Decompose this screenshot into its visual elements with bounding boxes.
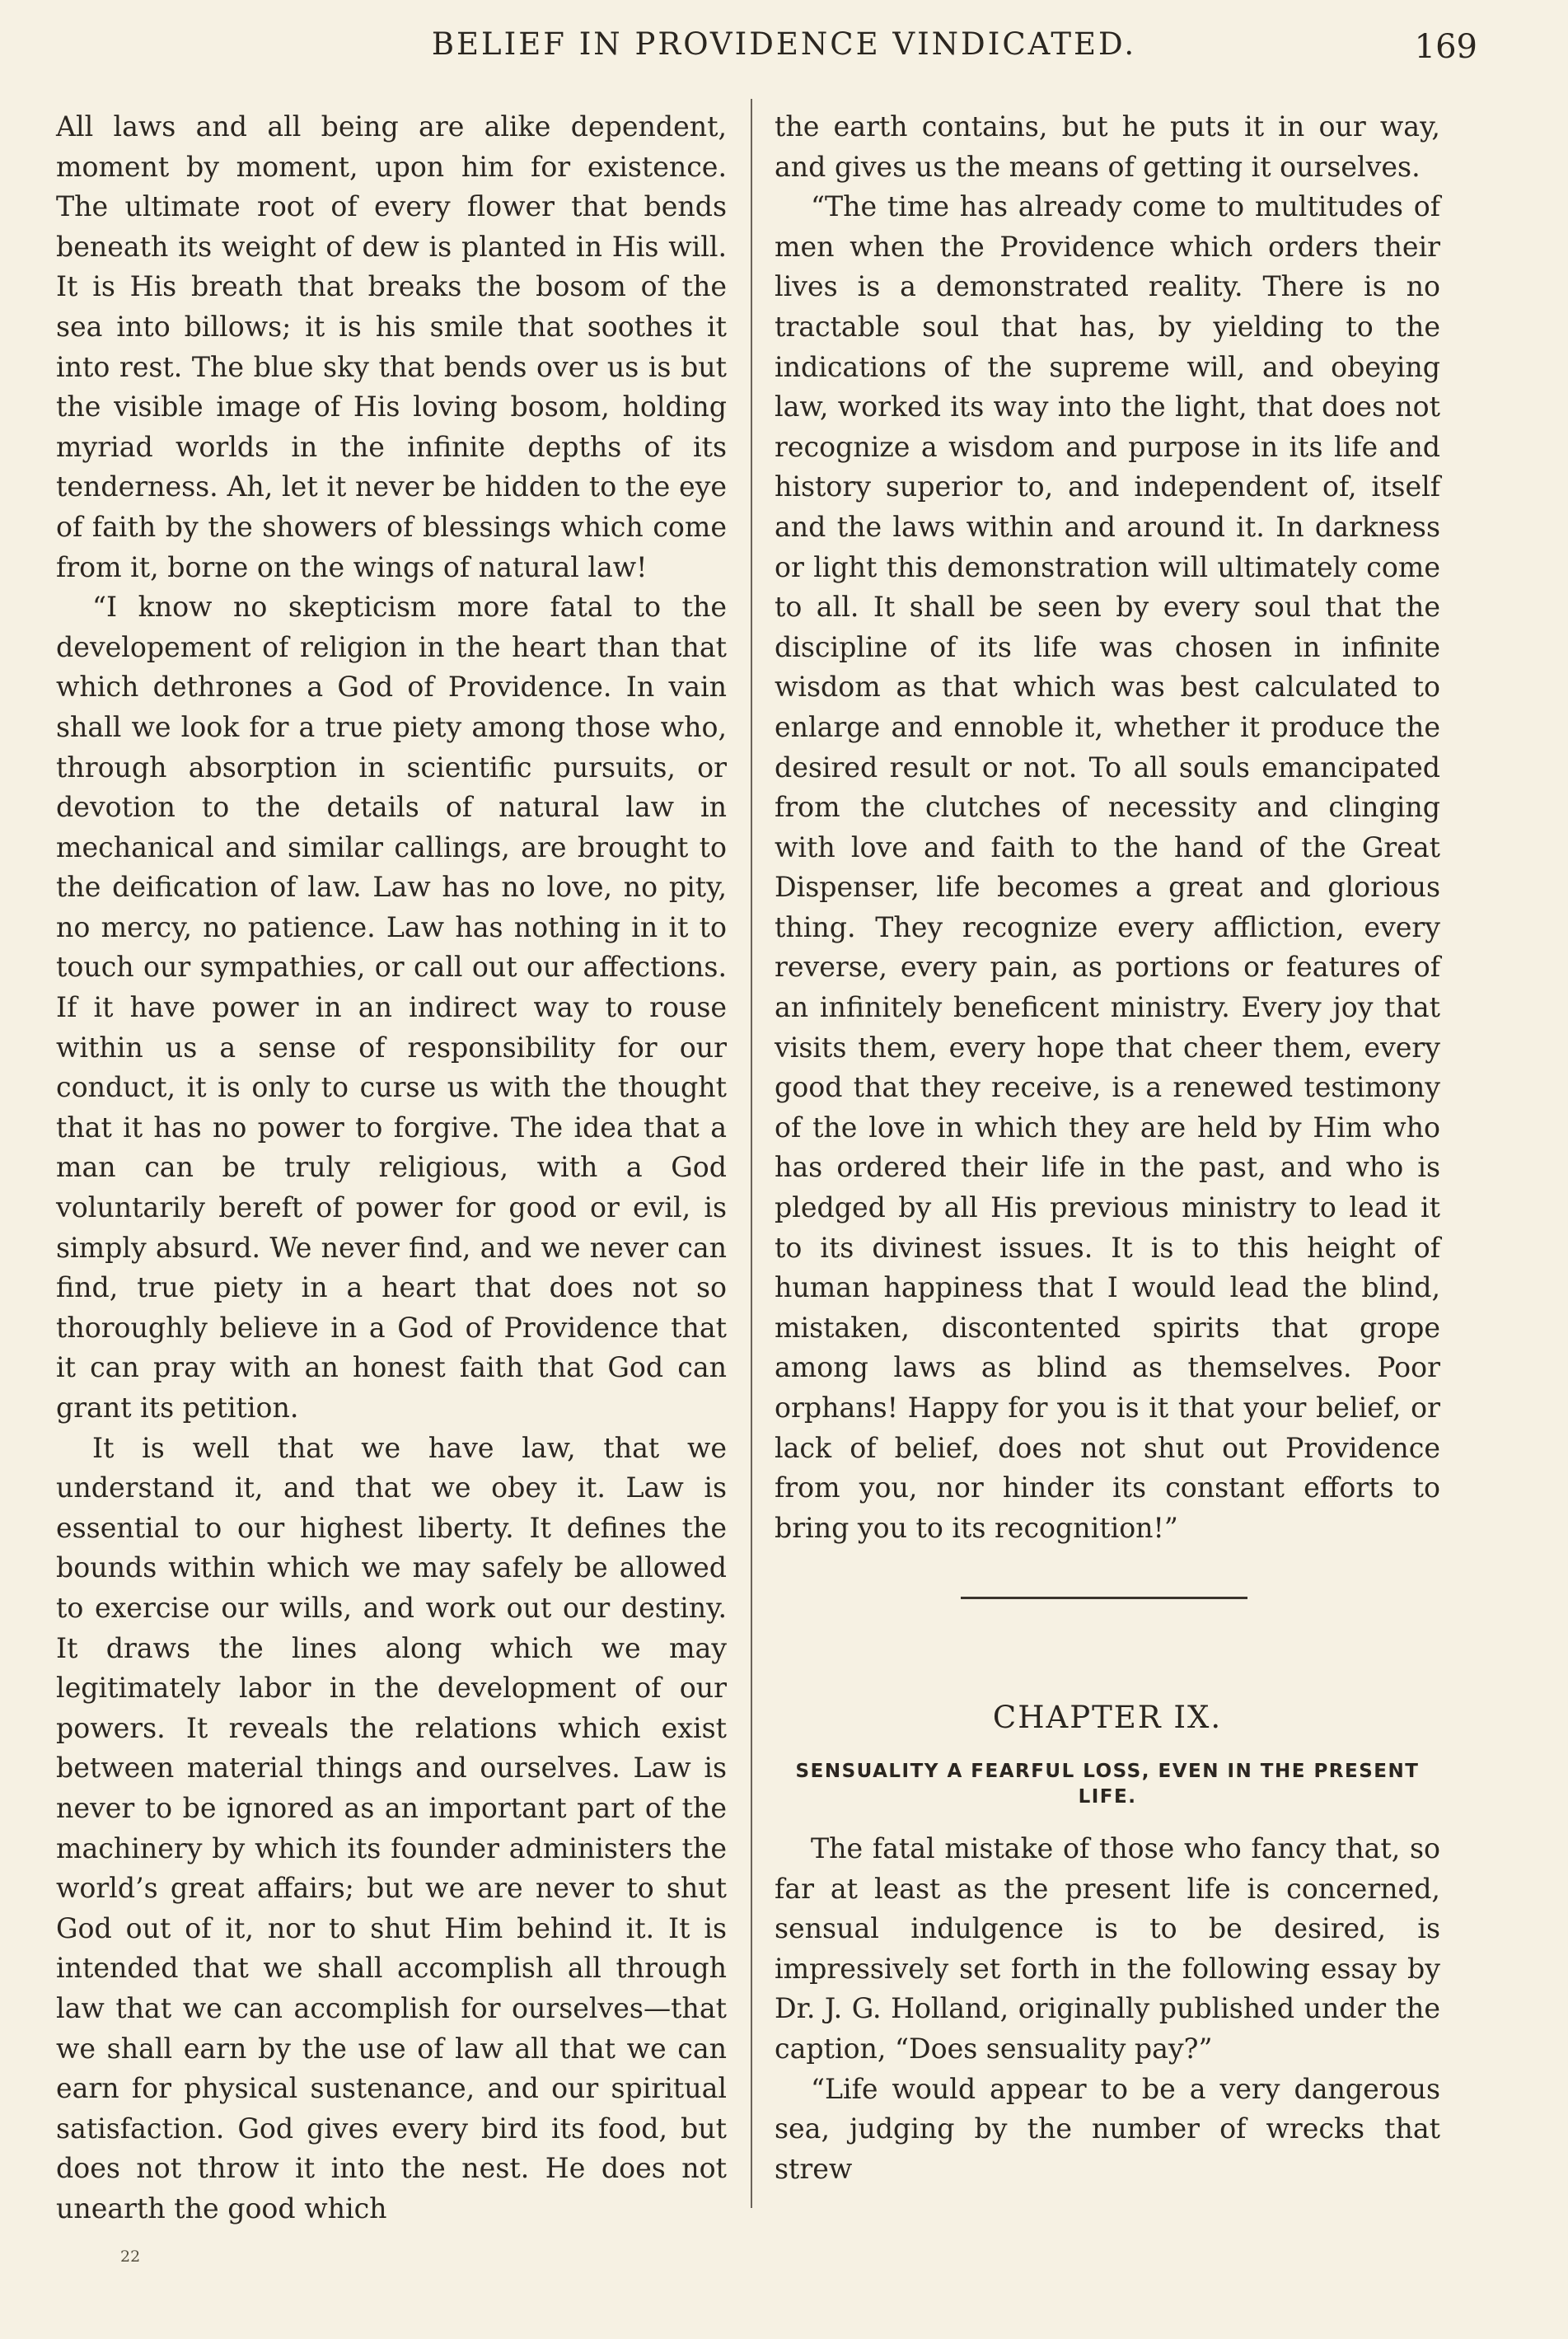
running-title: BELIEF IN PROVIDENCE VINDICATED. [431, 26, 1137, 62]
paragraph: It is well that we have law, that we understand it, and that we obey it. Law is essential to our highest liberty. It defines the bounds within which we may safely be allowed to exercise our wills, and work out our destiny. It draws the lines along which we may legitimately labor in the development of our powers. It reveals the relations which exist between material things and ourselves. Law is never to be ignored as an important part of the machinery by which its founder administers the world’s great affairs; but we are never to shut God out of it, nor to shut Him behind it. It is intended that we shall accomplish all through law that we can accomplish for ourselves—that we shall earn by the use of law all that we can earn for physical sustenance, and our spiritual satisfaction. God gives every bird its food, but does not throw it into the nest. He does not unearth the good which [56, 1431, 727, 2224]
paragraph: The fatal mistake of those who fancy that, so far at least as the present life is concerned, sensual indulgence is to be desired, is impressively set forth in the following essay by Dr. J. G. Holland, originally published under the caption, “Does sensuality pay?” [775, 1832, 1440, 2065]
chapter-subtitle: SENSUALITY A FEARFUL LOSS, EVEN IN THE PRESENT LIFE. [795, 1761, 1420, 1808]
paragraph: “Life would appear to be a very dangerous sea, judging by the number of wrecks that strew [775, 2072, 1440, 2185]
right-column [775, 107, 1440, 1548]
chapter-title: CHAPTER IX. [992, 1700, 1223, 1735]
paragraph: the earth contains, but he puts it in our way, and gives us the means of getting it ourselves. [775, 110, 1440, 183]
section-separator [961, 1597, 1247, 1599]
page-header [66, 26, 1502, 76]
paragraph: “I know no skepticism more fatal to the developement of religion in the heart than that which dethrones a God of Providence. In vain shall we look for a true piety among those who, through absorption in scientific pursuits, or devotion to the details of natural law in mechanical and similar callings, are brought to the deification of law. Law has no love, no pity, no mercy, no patience. Law has nothing in it to touch our sympathies, or call out our affections. If it have power in an indirect way to rouse within us a sense of responsibility for our conduct, it is only to curse us with the thought that it has no power to forgive. The idea that a man can be truly religious, with a God voluntarily bereft of power for good or evil, is simply absurd. We never find, and we never can find, true piety in a heart that does not so thoroughly believe in a God of Providence that it can pray with an honest faith that God can grant its petition. [56, 591, 727, 1424]
signature-mark: 22 [120, 2248, 141, 2266]
chapter-body [775, 1829, 1440, 2189]
paragraph: “The time has already come to multitudes of men when the Providence which orders their lives is a demonstrated reality. There is no tractable soul that has, by yielding to the indications of the supreme will, and obeying law, worked its way into the light, that does not recognize a wisdom and purpose in its life and history superior to, and independent of, itself and the laws within and around it. In darkness or light this demonstration will ultimately come to all. It shall be seen by every soul that the discipline of its life was chosen in infinite wisdom as that which was best calculated to enlarge and ennoble it, whether it produce the desired result or not. To all souls emancipated from the clutches of necessity and clinging with love and faith to the hand of the Great Dispenser, life becomes a great and glorious thing. They recognize every affliction, every reverse, every pain, as portions or features of an infinitely beneficent ministry. Every joy that visits them, every hope that cheer them, every good that they receive, is a renewed testimony of the love in which they are held by Him who has ordered their life in the past, and who is pledged by all His previous ministry to lead it to its divinest issues. It is to this height of human happiness that I would lead the blind, mistaken, discontented spirits that grope among laws as blind as themselves. Poor orphans! Happy for you is it that your belief, or lack of belief, does not shut out Providence from you, nor hinder its constant efforts to bring you to its recognition!” [775, 190, 1440, 1544]
column-divider [751, 99, 752, 2208]
paragraph: All laws and all being are alike dependent, moment by moment, upon him for existence. The ultimate root of every flower that bends beneath its weight of dew is planted in His will. It is His breath that breaks the bosom of the sea into billows; it is his smile that soothes it into rest. The blue sky that bends over us is but the visible image of His loving bosom, holding myriad worlds in the infinite depths of its tenderness. Ah, let it never be hidden to the eye of faith by the showers of blessings which come from it, borne on the wings of natural law! [56, 110, 727, 583]
left-column [56, 107, 727, 2229]
page-number: 169 [1414, 28, 1477, 66]
